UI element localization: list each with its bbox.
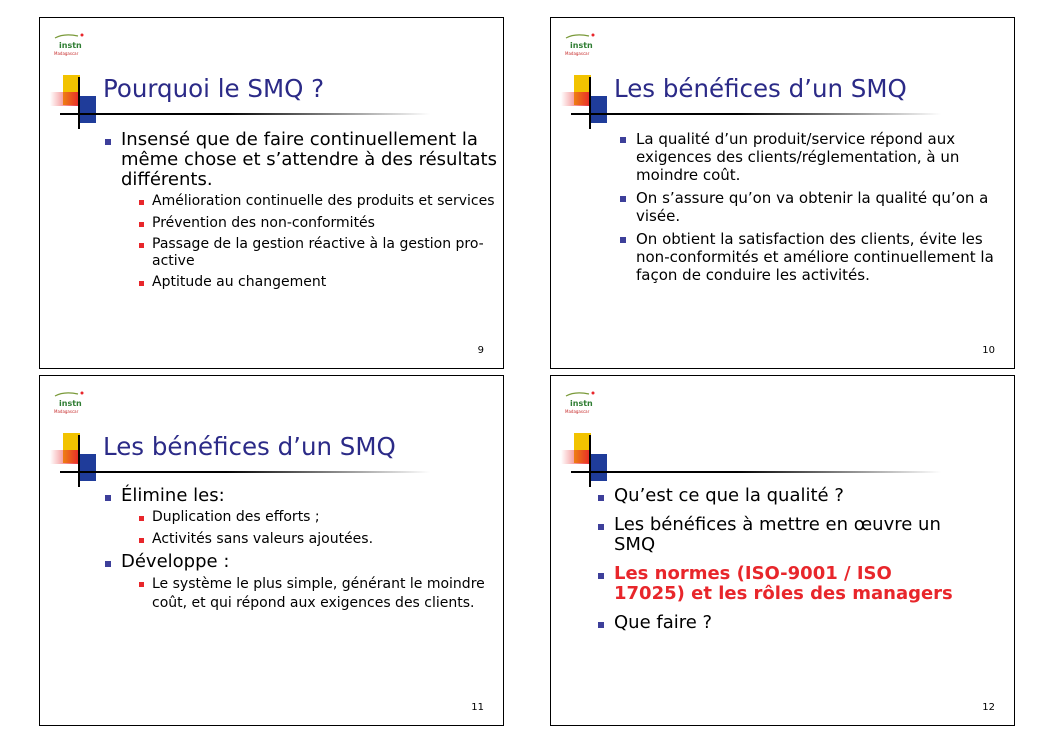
title-decoration — [551, 433, 621, 493]
instn-logo-icon — [52, 32, 86, 60]
list-item: Que faire ? — [597, 613, 957, 633]
title-decoration — [40, 433, 110, 493]
svg-text:instn: instn — [59, 399, 82, 408]
list-item: La qualité d’un produit/service répond aux exigences des clients/réglementation, à un moindre coût. — [619, 130, 1004, 184]
slide-9 — [39, 17, 504, 369]
list-item-highlighted: Les normes (ISO-9001 / ISO 17025) et les rôles des managers — [597, 564, 957, 604]
bullet-list — [104, 486, 494, 618]
slide-10 — [550, 17, 1015, 369]
page-number: 10 — [982, 345, 995, 356]
svg-text:instn: instn — [59, 41, 82, 50]
svg-text:Madagascar: Madagascar — [54, 51, 79, 56]
instn-logo-icon — [52, 390, 86, 418]
slide-title: Les bénéfices d’un SMQ — [103, 432, 396, 461]
list-item: Développe : Le système le plus simple, générant le moindre coût, et qui répond aux exigences des clients. — [104, 552, 494, 613]
list-item: Insensé que de faire continuellement la même chose et s’attendre à des résultats différents. Amélioration continuelle des produits et services Prévention des non-conformités Passage de la gestion réactive à la gestion pro-active Aptitude au changement — [104, 130, 499, 291]
list-item: Activités sans valeurs ajoutées. — [138, 531, 494, 548]
svg-text:Madagascar: Madagascar — [54, 409, 79, 414]
title-decoration — [40, 75, 110, 135]
slide-12 — [550, 375, 1015, 726]
bullet-list — [619, 130, 1004, 289]
list-item: Élimine les: Duplication des efforts ; Activités sans valeurs ajoutées. — [104, 486, 494, 547]
list-item: Qu’est ce que la qualité ? — [597, 486, 957, 506]
bullet-list — [597, 486, 957, 638]
list-item: Passage de la gestion réactive à la gestion pro-active — [138, 236, 499, 269]
page-number: 11 — [471, 702, 484, 713]
list-item: Le système le plus simple, générant le moindre coût, et qui répond aux exigences des clients. — [138, 575, 494, 613]
list-item: Amélioration continuelle des produits et services — [138, 193, 499, 210]
title-decoration — [551, 75, 621, 135]
svg-text:Madagascar: Madagascar — [565, 51, 590, 56]
slide-11 — [39, 375, 504, 726]
list-item: Aptitude au changement — [138, 274, 499, 291]
instn-logo-icon — [563, 390, 597, 418]
svg-text:instn: instn — [570, 399, 593, 408]
bullet-list — [104, 130, 499, 296]
slide-title: Les bénéfices d’un SMQ — [614, 74, 907, 103]
svg-text:instn: instn — [570, 41, 593, 50]
list-item: On s’assure qu’on va obtenir la qualité qu’on a visée. — [619, 189, 1004, 225]
instn-logo-icon — [563, 32, 597, 60]
list-item: Prévention des non-conformités — [138, 215, 499, 232]
list-item: Duplication des efforts ; — [138, 509, 494, 526]
slide-title: Pourquoi le SMQ ? — [103, 74, 325, 103]
list-item: Les bénéfices à mettre en œuvre un SMQ — [597, 515, 957, 555]
svg-text:Madagascar: Madagascar — [565, 409, 590, 414]
list-item: On obtient la satisfaction des clients, évite les non-conformités et améliore continuellement la façon de conduire les activités. — [619, 230, 1004, 284]
page-number: 9 — [477, 345, 484, 356]
page-number: 12 — [982, 702, 995, 713]
